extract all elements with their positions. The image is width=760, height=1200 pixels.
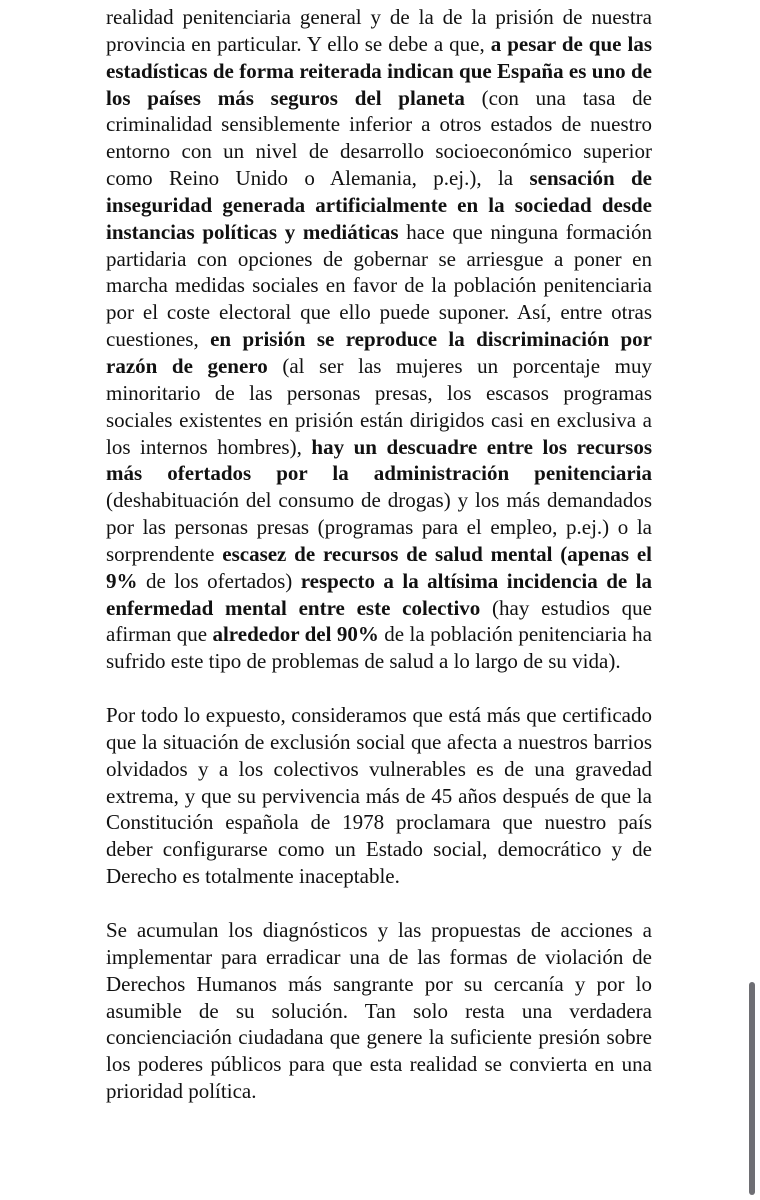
paragraph-1-bold-run: hay un descuadre entre los recursos más ofertados por la administración penitenciaria <box>106 434 652 486</box>
paragraph-1-bold-run: escasez de recursos de salud mental (apenas el 9% <box>106 541 652 593</box>
paragraph-1 <box>106 4 652 675</box>
paragraph-3 <box>106 917 652 1105</box>
paragraph-1-text: hace que ninguna formación partidaria con opciones de gobernar se arriesgue a poner en marcha medidas sociales en favor de la población penitenciaria por el coste electoral que ello puede suponer. Así, entre otras cuestiones, <box>106 219 652 352</box>
paragraph-1-text: realidad penitenciaria general y de la de la prisión de nuestra provincia en particular. Y ello se debe a que, <box>106 5 652 56</box>
paragraph-1-bold-run: respecto a la altísima incidencia de la enfermedad mental entre este colectivo <box>106 568 652 620</box>
paragraph-1-bold-run: en prisión se reproduce la discriminación por razón de genero <box>106 327 652 378</box>
paragraph-1-bold-run: alrededor del 90% <box>212 622 379 647</box>
paragraph-2-text: Por todo lo expuesto, consideramos que está más que certificado que la situación de exclusión social que afecta a nuestros barrios olvidados y a los colectivos vulnerables es de una gravedad extrema, y que su pervivencia más de 45 años después de que la Constitución española de 1978 proclamara que nuestro país deber configurarse como un Estado social, democrático y de Derecho es totalmente inaceptable. <box>106 703 652 889</box>
paragraph-1-text: de los ofertados) <box>137 568 301 593</box>
paragraph-1-text: (al ser las mujeres un porcentaje muy minoritario de las personas presas, los escasos programas sociales existentes en prisión están dirigidos casi en exclusiva a los internos hombres), <box>106 353 653 459</box>
paragraph-3-text: Se acumulan los diagnósticos y las propuestas de acciones a implementar para erradicar una de las formas de violación de Derechos Humanos más sangrante por su cercanía y por lo asumible de su solución. Tan solo resta una verdadera concienciación ciudadana que genere la suficiente presión sobre los poderes públicos para que esta realidad se convierta en una prioridad política. <box>106 918 652 1104</box>
paragraph-2 <box>106 702 652 890</box>
paragraph-1-bold-run: sensación de inseguridad generada artificialmente en la sociedad desde instancias políticas y mediáticas <box>106 166 653 244</box>
paragraph-1-text: (deshabituación del consumo de drogas) y los más demandados por las personas presas (programas para el empleo, p.ej.) o la sorprendente <box>106 488 652 566</box>
paragraph-1-text: (hay estudios que afirman que <box>106 595 652 647</box>
paragraph-1-bold-run: a pesar de que las estadísticas de forma reiterada indican que España es uno de los países más seguros del planeta <box>106 31 652 110</box>
paragraph-1-text: de la población penitenciaria ha sufrido este tipo de problemas de salud a lo largo de su vida). <box>106 622 652 674</box>
paragraph-1-text: (con una tasa de criminalidad sensiblemente inferior a otros estados de nuestro entorno con un nivel de desarrollo socioeconómico superior como Reino Unido o Alemania, p.ej.), la <box>106 85 653 191</box>
document-body <box>106 4 652 1132</box>
scrollbar-thumb[interactable] <box>749 982 755 1195</box>
